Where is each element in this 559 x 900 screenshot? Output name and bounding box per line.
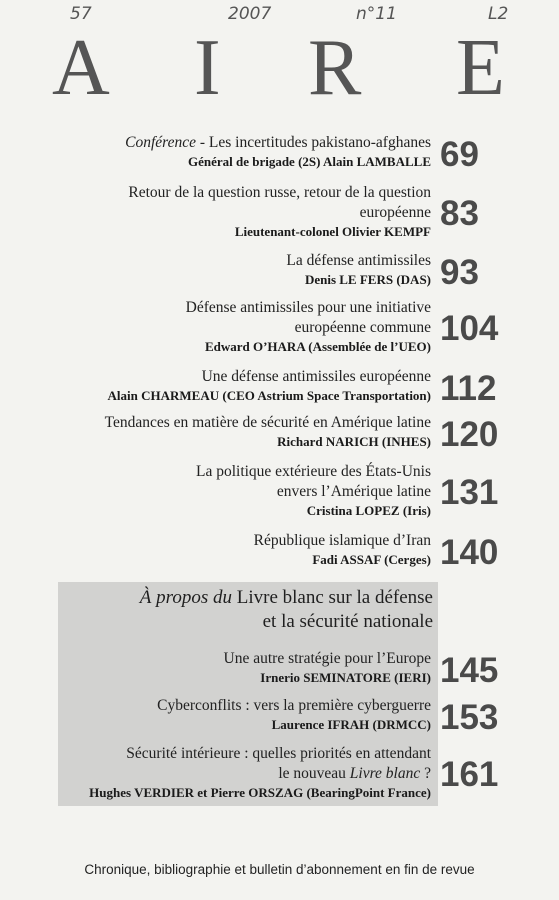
entry-title: République islamique d’Iran [253,532,431,549]
entry-title: Retour de la question russe, retour de la question [128,184,431,201]
entry-title-line2: européenne [359,204,431,221]
page-number: 145 [440,651,499,690]
page-number: 161 [440,755,499,794]
entry-title-line2: envers l’Amérique latine [276,483,431,500]
entry-title-line2: européenne commune [294,319,431,336]
entry-author: Lieutenant-colonel Olivier KEMPF [234,224,431,239]
entry-author: Alain CHARMEAU (CEO Astrium Space Transportation) [107,388,431,403]
page-number: 140 [440,533,499,572]
page-number: 93 [440,253,479,292]
entry-author: Richard NARICH (INHES) [277,434,431,449]
entry-title: Une défense antimissiles européenne [201,368,431,385]
masthead-letter: E [456,24,505,112]
entry-author: Hughes VERDIER et Pierre ORSZAG (BearingPoint France) [89,785,431,800]
page-number: 69 [440,135,479,174]
entry-author: Fadi ASSAF (Cerges) [312,552,431,567]
handwritten-note-issue: n°11 [356,4,397,24]
handwritten-note-year: 2007 [228,4,272,24]
page-number: 153 [440,698,499,737]
entry-title: Cyberconflits : vers la première cyberguerre [157,697,431,714]
page-number: 104 [440,309,499,348]
entry-title: Défense antimissiles pour une initiative [185,299,431,316]
entry-title: Tendances en matière de sécurité en Amérique latine [104,414,431,431]
entry-author: Irnerio SEMINATORE (IERI) [260,670,431,685]
entry-author: Edward O’HARA (Assemblée de l’UEO) [204,339,431,354]
footer-note: Chronique, bibliographie et bulletin d’abonnement en fin de revue [84,862,475,877]
entry-title: Conférence - Les incertitudes pakistano-afghanes [125,134,431,151]
page-number: 131 [440,473,499,512]
masthead-letter: A [52,24,110,112]
entry-title: La défense antimissiles [286,252,431,269]
masthead-letter: I [194,24,221,112]
entry-author: Général de brigade (2S) Alain LAMBALLE [187,154,431,169]
masthead [0,24,559,112]
entry-title: Sécurité intérieure : quelles priorités en attendant [126,745,431,762]
page-number: 112 [440,369,497,408]
page-number: 83 [440,194,479,233]
handwritten-note-right: L2 [488,4,509,24]
entry-title-line2: le nouveau Livre blanc ? [278,765,431,782]
page-number: 120 [440,415,499,454]
masthead-letter: R [308,24,362,112]
entry-author: Denis LE FERS (DAS) [304,272,431,287]
handwritten-note-left: 57 [70,4,92,24]
entry-author: Cristina LOPEZ (Iris) [306,503,431,518]
entry-title: La politique extérieure des États-Unis [195,463,431,480]
entry-title: Une autre stratégie pour l’Europe [223,650,431,667]
entry-author: Laurence IFRAH (DRMCC) [271,717,431,732]
section-heading: À propos du Livre blanc sur la défense et la sécurité nationale [139,587,433,632]
